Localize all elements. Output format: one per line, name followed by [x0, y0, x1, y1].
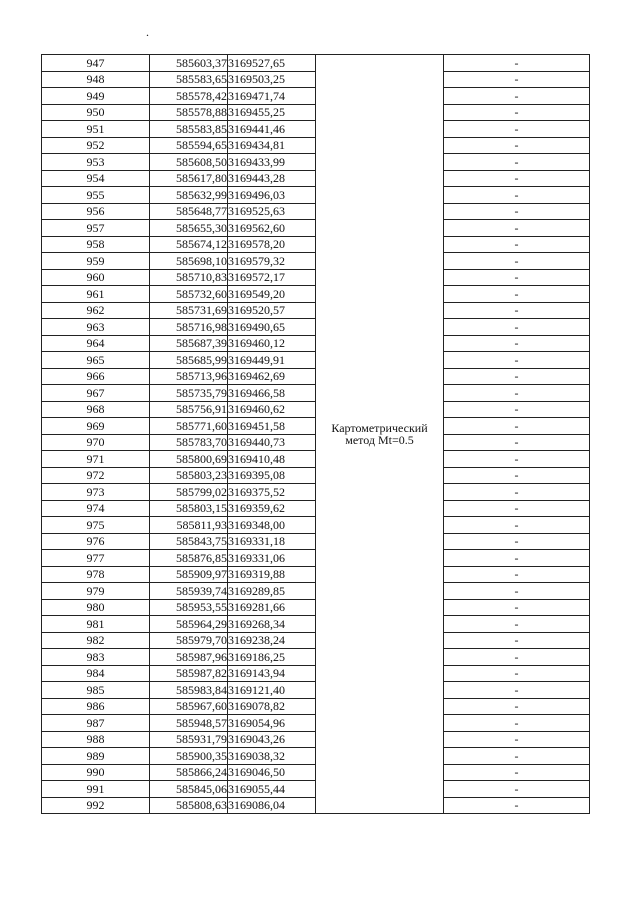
y-coordinate-cell: 3169143,94 — [228, 665, 316, 682]
x-coordinate-cell: 585648,77 — [150, 203, 228, 220]
x-coordinate-cell: 585803,15 — [150, 500, 228, 517]
point-number-cell: 954 — [42, 170, 150, 187]
point-number-cell: 970 — [42, 434, 150, 451]
x-coordinate-cell: 585967,60 — [150, 698, 228, 715]
point-number-cell: 960 — [42, 269, 150, 286]
y-coordinate-cell: 3169579,32 — [228, 253, 316, 270]
dash-cell: - — [444, 731, 590, 748]
x-coordinate-cell: 585964,29 — [150, 616, 228, 633]
dash-cell: - — [444, 71, 590, 88]
x-coordinate-cell: 585771,60 — [150, 418, 228, 435]
y-coordinate-cell: 3169460,12 — [228, 335, 316, 352]
x-coordinate-cell: 585948,57 — [150, 715, 228, 732]
y-coordinate-cell: 3169443,28 — [228, 170, 316, 187]
table-row — [42, 55, 590, 72]
x-coordinate-cell: 585876,85 — [150, 550, 228, 567]
x-coordinate-cell: 585687,39 — [150, 335, 228, 352]
x-coordinate-cell: 585800,69 — [150, 451, 228, 468]
x-coordinate-cell: 585799,02 — [150, 484, 228, 501]
point-number-cell: 953 — [42, 154, 150, 171]
dash-cell: - — [444, 566, 590, 583]
y-coordinate-cell: 3169471,74 — [228, 88, 316, 105]
dash-cell: - — [444, 715, 590, 732]
x-coordinate-cell: 585909,97 — [150, 566, 228, 583]
y-coordinate-cell: 3169449,91 — [228, 352, 316, 369]
x-coordinate-cell: 585685,99 — [150, 352, 228, 369]
y-coordinate-cell: 3169281,66 — [228, 599, 316, 616]
y-coordinate-cell: 3169395,08 — [228, 467, 316, 484]
point-number-cell: 985 — [42, 682, 150, 699]
y-coordinate-cell: 3169375,52 — [228, 484, 316, 501]
point-number-cell: 949 — [42, 88, 150, 105]
dash-cell: - — [444, 764, 590, 781]
dash-cell: - — [444, 632, 590, 649]
y-coordinate-cell: 3169578,20 — [228, 236, 316, 253]
x-coordinate-cell: 585698,10 — [150, 253, 228, 270]
y-coordinate-cell: 3169348,00 — [228, 517, 316, 534]
y-coordinate-cell: 3169055,44 — [228, 781, 316, 798]
point-number-cell: 964 — [42, 335, 150, 352]
y-coordinate-cell: 3169238,24 — [228, 632, 316, 649]
y-coordinate-cell: 3169440,73 — [228, 434, 316, 451]
point-number-cell: 976 — [42, 533, 150, 550]
y-coordinate-cell: 3169433,99 — [228, 154, 316, 171]
dash-cell: - — [444, 187, 590, 204]
y-coordinate-cell: 3169496,03 — [228, 187, 316, 204]
dash-cell: - — [444, 649, 590, 666]
x-coordinate-cell: 585731,69 — [150, 302, 228, 319]
point-number-cell: 982 — [42, 632, 150, 649]
y-coordinate-cell: 3169046,50 — [228, 764, 316, 781]
point-number-cell: 959 — [42, 253, 150, 270]
dash-cell: - — [444, 682, 590, 699]
point-number-cell: 950 — [42, 104, 150, 121]
x-coordinate-cell: 585979,70 — [150, 632, 228, 649]
point-number-cell: 948 — [42, 71, 150, 88]
y-coordinate-cell: 3169268,34 — [228, 616, 316, 633]
method-cell — [316, 55, 444, 814]
point-number-cell: 947 — [42, 55, 150, 72]
x-coordinate-cell: 585931,79 — [150, 731, 228, 748]
dash-cell: - — [444, 484, 590, 501]
y-coordinate-cell: 3169460,62 — [228, 401, 316, 418]
point-number-cell: 968 — [42, 401, 150, 418]
coordinates-table — [41, 54, 590, 814]
x-coordinate-cell: 585578,88 — [150, 104, 228, 121]
point-number-cell: 975 — [42, 517, 150, 534]
dash-cell: - — [444, 319, 590, 336]
page-mark: . — [146, 25, 149, 39]
y-coordinate-cell: 3169503,25 — [228, 71, 316, 88]
y-coordinate-cell: 3169527,65 — [228, 55, 316, 72]
y-coordinate-cell: 3169054,96 — [228, 715, 316, 732]
dash-cell: - — [444, 203, 590, 220]
dash-cell: - — [444, 236, 590, 253]
dash-cell: - — [444, 137, 590, 154]
y-coordinate-cell: 3169186,25 — [228, 649, 316, 666]
y-coordinate-cell: 3169359,62 — [228, 500, 316, 517]
x-coordinate-cell: 585713,96 — [150, 368, 228, 385]
dash-cell: - — [444, 748, 590, 765]
coordinates-table-body — [42, 55, 590, 814]
point-number-cell: 969 — [42, 418, 150, 435]
x-coordinate-cell: 585674,12 — [150, 236, 228, 253]
dash-cell: - — [444, 781, 590, 798]
point-number-cell: 973 — [42, 484, 150, 501]
dash-cell: - — [444, 121, 590, 138]
y-coordinate-cell: 3169038,32 — [228, 748, 316, 765]
x-coordinate-cell: 585987,96 — [150, 649, 228, 666]
y-coordinate-cell: 3169525,63 — [228, 203, 316, 220]
x-coordinate-cell: 585987,82 — [150, 665, 228, 682]
dash-cell: - — [444, 335, 590, 352]
dash-cell: - — [444, 269, 590, 286]
method-label-line-1: Картометрический — [331, 421, 428, 435]
x-coordinate-cell: 585900,35 — [150, 748, 228, 765]
point-number-cell: 961 — [42, 286, 150, 303]
point-number-cell: 978 — [42, 566, 150, 583]
dash-cell: - — [444, 616, 590, 633]
point-number-cell: 974 — [42, 500, 150, 517]
point-number-cell: 956 — [42, 203, 150, 220]
x-coordinate-cell: 585716,98 — [150, 319, 228, 336]
x-coordinate-cell: 585808,63 — [150, 797, 228, 814]
y-coordinate-cell: 3169289,85 — [228, 583, 316, 600]
dash-cell: - — [444, 401, 590, 418]
point-number-cell: 972 — [42, 467, 150, 484]
dash-cell: - — [444, 104, 590, 121]
point-number-cell: 951 — [42, 121, 150, 138]
point-number-cell: 952 — [42, 137, 150, 154]
point-number-cell: 992 — [42, 797, 150, 814]
dash-cell: - — [444, 467, 590, 484]
dash-cell: - — [444, 533, 590, 550]
y-coordinate-cell: 3169086,04 — [228, 797, 316, 814]
dash-cell: - — [444, 88, 590, 105]
point-number-cell: 965 — [42, 352, 150, 369]
dash-cell: - — [444, 500, 590, 517]
y-coordinate-cell: 3169455,25 — [228, 104, 316, 121]
x-coordinate-cell: 585983,84 — [150, 682, 228, 699]
dash-cell: - — [444, 286, 590, 303]
y-coordinate-cell: 3169121,40 — [228, 682, 316, 699]
dash-cell: - — [444, 220, 590, 237]
dash-cell: - — [444, 550, 590, 567]
point-number-cell: 962 — [42, 302, 150, 319]
point-number-cell: 963 — [42, 319, 150, 336]
x-coordinate-cell: 585953,55 — [150, 599, 228, 616]
dash-cell: - — [444, 253, 590, 270]
dash-cell: - — [444, 665, 590, 682]
dash-cell: - — [444, 385, 590, 402]
dash-cell: - — [444, 170, 590, 187]
dash-cell: - — [444, 698, 590, 715]
dash-cell: - — [444, 583, 590, 600]
point-number-cell: 988 — [42, 731, 150, 748]
x-coordinate-cell: 585632,99 — [150, 187, 228, 204]
point-number-cell: 977 — [42, 550, 150, 567]
y-coordinate-cell: 3169562,60 — [228, 220, 316, 237]
x-coordinate-cell: 585655,30 — [150, 220, 228, 237]
y-coordinate-cell: 3169043,26 — [228, 731, 316, 748]
dash-cell: - — [444, 797, 590, 814]
x-coordinate-cell: 585843,75 — [150, 533, 228, 550]
x-coordinate-cell: 585594,65 — [150, 137, 228, 154]
dash-cell: - — [444, 434, 590, 451]
point-number-cell: 991 — [42, 781, 150, 798]
x-coordinate-cell: 585735,79 — [150, 385, 228, 402]
dash-cell: - — [444, 368, 590, 385]
x-coordinate-cell: 585710,83 — [150, 269, 228, 286]
dash-cell: - — [444, 302, 590, 319]
dash-cell: - — [444, 352, 590, 369]
dash-cell: - — [444, 451, 590, 468]
x-coordinate-cell: 585578,42 — [150, 88, 228, 105]
y-coordinate-cell: 3169331,18 — [228, 533, 316, 550]
y-coordinate-cell: 3169434,81 — [228, 137, 316, 154]
point-number-cell: 981 — [42, 616, 150, 633]
point-number-cell: 979 — [42, 583, 150, 600]
x-coordinate-cell: 585783,70 — [150, 434, 228, 451]
dash-cell: - — [444, 154, 590, 171]
point-number-cell: 957 — [42, 220, 150, 237]
y-coordinate-cell: 3169520,57 — [228, 302, 316, 319]
x-coordinate-cell: 585583,85 — [150, 121, 228, 138]
x-coordinate-cell: 585811,93 — [150, 517, 228, 534]
point-number-cell: 987 — [42, 715, 150, 732]
point-number-cell: 984 — [42, 665, 150, 682]
y-coordinate-cell: 3169466,58 — [228, 385, 316, 402]
point-number-cell: 989 — [42, 748, 150, 765]
point-number-cell: 983 — [42, 649, 150, 666]
point-number-cell: 955 — [42, 187, 150, 204]
x-coordinate-cell: 585756,91 — [150, 401, 228, 418]
point-number-cell: 980 — [42, 599, 150, 616]
dash-cell: - — [444, 55, 590, 72]
y-coordinate-cell: 3169549,20 — [228, 286, 316, 303]
x-coordinate-cell: 585617,80 — [150, 170, 228, 187]
point-number-cell: 986 — [42, 698, 150, 715]
x-coordinate-cell: 585866,24 — [150, 764, 228, 781]
x-coordinate-cell: 585845,06 — [150, 781, 228, 798]
y-coordinate-cell: 3169441,46 — [228, 121, 316, 138]
y-coordinate-cell: 3169319,88 — [228, 566, 316, 583]
point-number-cell: 971 — [42, 451, 150, 468]
x-coordinate-cell: 585608,50 — [150, 154, 228, 171]
dash-cell: - — [444, 517, 590, 534]
method-label-line-2: метод Mt=0.5 — [345, 433, 414, 447]
x-coordinate-cell: 585939,74 — [150, 583, 228, 600]
y-coordinate-cell: 3169572,17 — [228, 269, 316, 286]
y-coordinate-cell: 3169462,69 — [228, 368, 316, 385]
dash-cell: - — [444, 418, 590, 435]
x-coordinate-cell: 585803,23 — [150, 467, 228, 484]
y-coordinate-cell: 3169451,58 — [228, 418, 316, 435]
y-coordinate-cell: 3169331,06 — [228, 550, 316, 567]
y-coordinate-cell: 3169410,48 — [228, 451, 316, 468]
point-number-cell: 990 — [42, 764, 150, 781]
point-number-cell: 958 — [42, 236, 150, 253]
y-coordinate-cell: 3169078,82 — [228, 698, 316, 715]
x-coordinate-cell: 585583,65 — [150, 71, 228, 88]
dash-cell: - — [444, 599, 590, 616]
x-coordinate-cell: 585603,37 — [150, 55, 228, 72]
point-number-cell: 966 — [42, 368, 150, 385]
point-number-cell: 967 — [42, 385, 150, 402]
x-coordinate-cell: 585732,60 — [150, 286, 228, 303]
y-coordinate-cell: 3169490,65 — [228, 319, 316, 336]
